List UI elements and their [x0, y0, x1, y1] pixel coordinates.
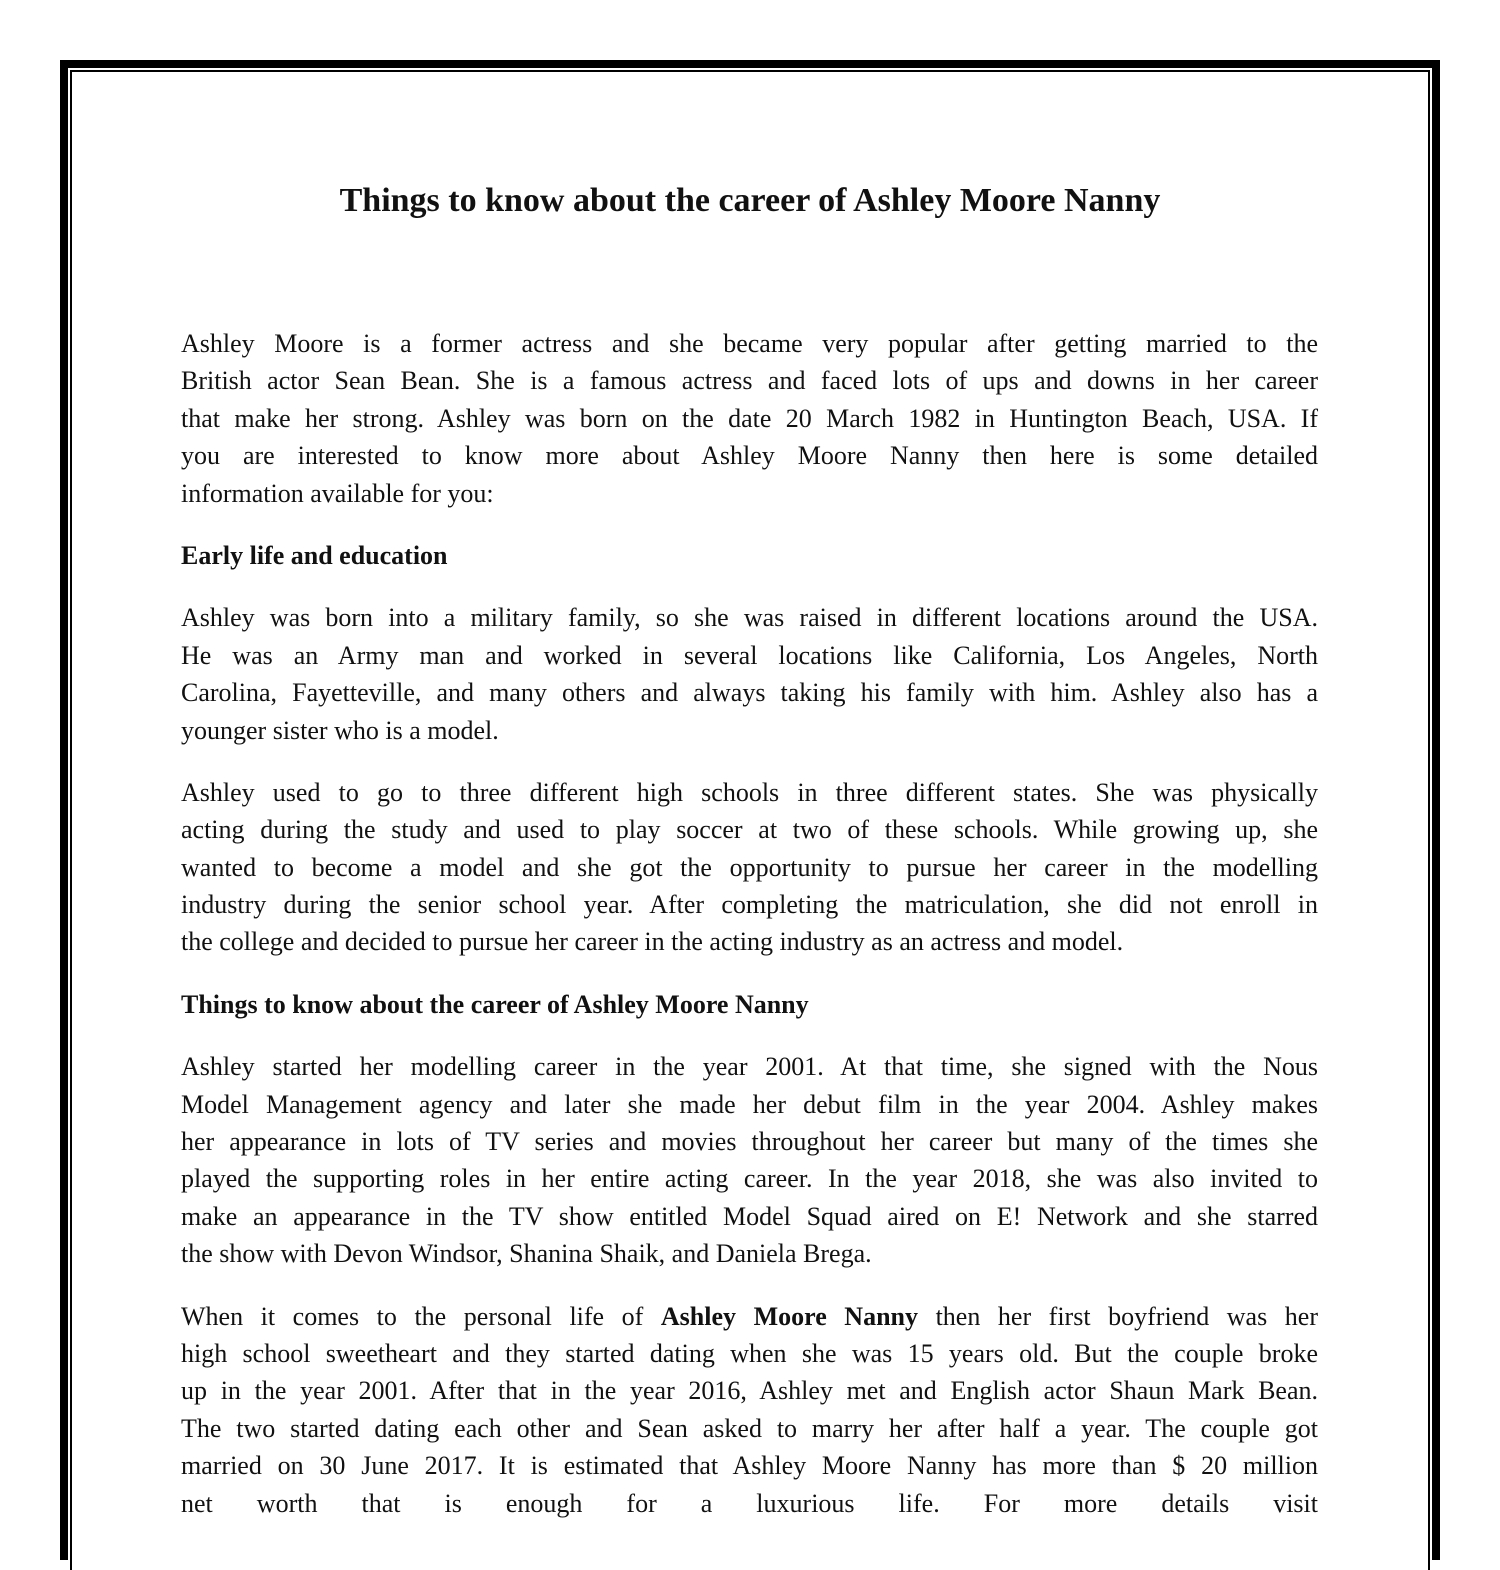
- text-line: Carolina, Fayetteville, and many others and always taking his family with him. Ashley also has a: [181, 678, 1318, 708]
- paragraph: [181, 1298, 1318, 1522]
- text-line: Model Management agency and later she made her debut film in the year 2004. Ashley makes: [181, 1089, 1318, 1119]
- text-line: her appearance in lots of TV series and movies throughout her career but many of the times she: [181, 1127, 1318, 1157]
- text-line: you are interested to know more about Ashley Moore Nanny then here is some detailed: [181, 441, 1318, 471]
- document-title: Things to know about the career of Ashley Moore Nanny: [339, 182, 1161, 219]
- text-line: Ashley was born into a military family, so she was raised in different locations around the USA.: [181, 603, 1318, 633]
- text-line: make an appearance in the TV show entitled Model Squad aired on E! Network and she starred: [181, 1201, 1318, 1231]
- document-body: [181, 325, 1318, 1547]
- paragraph: [181, 599, 1318, 749]
- text-line: Ashley used to go to three different high schools in three different states. She was physically: [181, 777, 1318, 807]
- text-line: The two started dating each other and Sean asked to marry her after half a year. The couple got: [181, 1413, 1318, 1443]
- bold-name: Ashley Moore Nanny: [660, 1301, 918, 1331]
- text-line: wanted to become a model and she got the opportunity to pursue her career in the modelling: [181, 852, 1318, 882]
- text-segment: then her first boyfriend was her: [918, 1301, 1318, 1331]
- text-line: acting during the study and used to play soccer at two of these schools. While growing up, she: [181, 815, 1318, 845]
- text-line: played the supporting roles in her entire acting career. In the year 2018, she was also invited to: [181, 1164, 1318, 1194]
- text-segment: When it comes to the personal life of: [181, 1301, 661, 1331]
- text-line: information available for you:: [181, 478, 494, 508]
- paragraph: [181, 1048, 1318, 1272]
- text-line: net worth that is enough for a luxurious life. For more details visit: [181, 1488, 1318, 1518]
- paragraph: [181, 774, 1318, 961]
- text-line: younger sister who is a model.: [181, 715, 499, 745]
- text-line: Ashley Moore is a former actress and she became very popular after getting married to the: [181, 329, 1318, 358]
- text-line: He was an Army man and worked in several locations like California, Los Angeles, North: [181, 640, 1318, 670]
- text-line: high school sweetheart and they started dating when she was 15 years old. But the couple broke: [181, 1338, 1318, 1368]
- text-line: industry during the senior school year. After completing the matriculation, she did not enroll in: [181, 890, 1318, 920]
- section-heading: Things to know about the career of Ashley Moore Nanny: [181, 989, 809, 1019]
- text-line: British actor Sean Bean. She is a famous actress and faced lots of ups and downs in her career: [181, 366, 1318, 396]
- text-line: the college and decided to pursue her career in the acting industry as an actress and model.: [181, 927, 1124, 957]
- paragraph: [181, 325, 1318, 512]
- text-line: up in the year 2001. After that in the year 2016, Ashley met and English actor Shaun Mark Bean.: [181, 1376, 1318, 1406]
- section-heading: Early life and education: [181, 540, 448, 570]
- text-line: that make her strong. Ashley was born on the date 20 March 1982 in Huntington Beach, USA. If: [181, 403, 1318, 433]
- text-line: [181, 1298, 1318, 1335]
- text-line: Ashley started her modelling career in the year 2001. At that time, she signed with the Nous: [181, 1052, 1318, 1082]
- text-line: married on 30 June 2017. It is estimated that Ashley Moore Nanny has more than $ 20 million: [181, 1451, 1318, 1481]
- text-line: the show with Devon Windsor, Shanina Shaik, and Daniela Brega.: [181, 1239, 872, 1269]
